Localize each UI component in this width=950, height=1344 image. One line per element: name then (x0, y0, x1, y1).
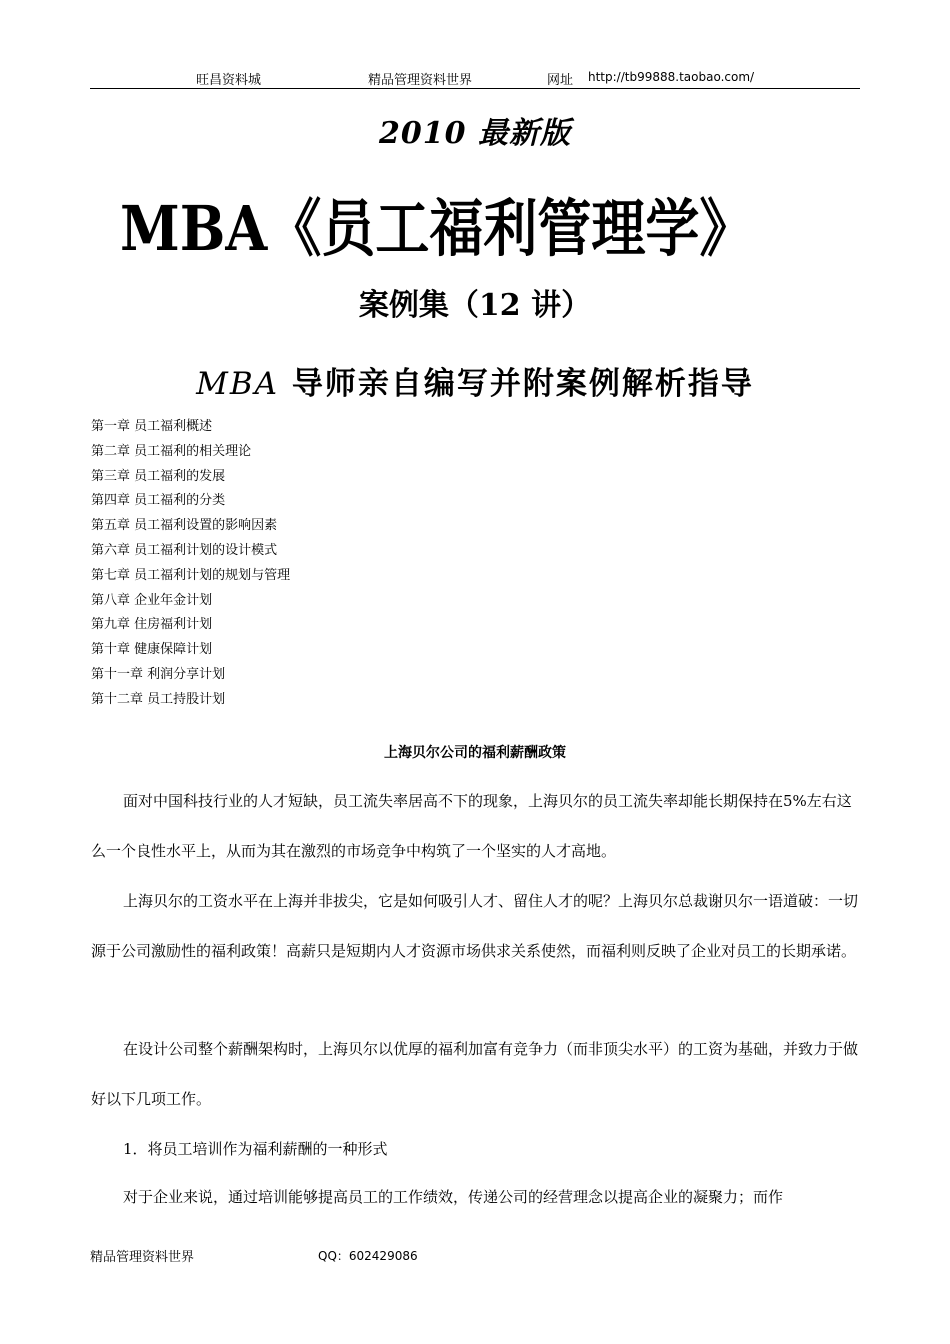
toc-item: 第八章 企业年金计划 (91, 592, 213, 608)
header-url-link[interactable]: http://tb99888.taobao.com/ (588, 70, 755, 84)
toc-item: 第六章 员工福利计划的设计模式 (91, 542, 278, 558)
header-site-name: 旺昌资料城 (196, 73, 262, 88)
toc-item: 第九章 住房福利计划 (91, 617, 213, 633)
article-title: 上海贝尔公司的福利薪酬政策 (384, 745, 566, 761)
toc-item: 第十二章 员工持股计划 (91, 691, 226, 707)
tagline (0, 358, 950, 403)
page-header (90, 62, 860, 89)
main-title: MBA《员工福利管理学》 (120, 191, 754, 266)
article-paragraph-3: 在设计公司整个薪酬架构时，上海贝尔以优厚的福利加富有竞争力（而非顶尖水平）的工资为基础，并致力于做好以下几项工作。 (91, 1040, 859, 1108)
article-paragraph-4: 对于企业来说，通过培训能够提高员工的工作绩效，传递公司的经营理念以提高企业的凝聚力；而作 (123, 1188, 784, 1206)
toc-item: 第一章 员工福利概述 (91, 419, 213, 434)
toc-item: 第二章 员工福利的相关理论 (91, 443, 252, 459)
toc-item: 第十章 健康保障计划 (91, 642, 213, 658)
edition-heading: 2010 最新版 (379, 116, 571, 151)
footer-site-slogan: 精品管理资料世界 (90, 1250, 195, 1265)
toc-item: 第七章 员工福利计划的规划与管理 (91, 567, 291, 583)
article-paragraph-1: 面对中国科技行业的人才短缺，员工流失率居高不下的现象，上海贝尔的员工流失率却能长期保持在5%左右这么一个良性水平上，从而为其在激烈的市场竞争中构筑了一个坚实的人才高地。 (91, 792, 852, 860)
page-footer (90, 1246, 418, 1265)
header-url-label: 网址 (547, 73, 574, 88)
toc-item: 第五章 员工福利设置的影响因素 (91, 518, 278, 534)
article-section-heading: 1．将员工培训作为福利薪酬的一种形式 (123, 1140, 388, 1158)
header-site-slogan: 精品管理资料世界 (368, 73, 473, 88)
toc-item: 第三章 员工福利的发展 (91, 468, 226, 484)
subtitle: 案例集（12 讲） (358, 288, 592, 323)
tagline-mba: MBA (196, 366, 280, 402)
toc-item: 第十一章 利润分享计划 (91, 666, 226, 682)
tagline-text: 导师亲自编写并附案例解析指导 (279, 366, 754, 402)
toc-item: 第四章 员工福利的分类 (91, 493, 226, 509)
table-of-contents (91, 416, 290, 714)
article-paragraph-2: 上海贝尔的工资水平在上海并非拔尖，它是如何吸引人才、留住人才的呢？上海贝尔总裁谢贝尔一语道破：一切源于公司激励性的福利政策！高薪只是短期内人才资源市场供求关系使然，而福利则反映了企业对员工的长期承诺。 (91, 892, 859, 960)
footer-qq: QQ：602429086 (318, 1249, 418, 1263)
